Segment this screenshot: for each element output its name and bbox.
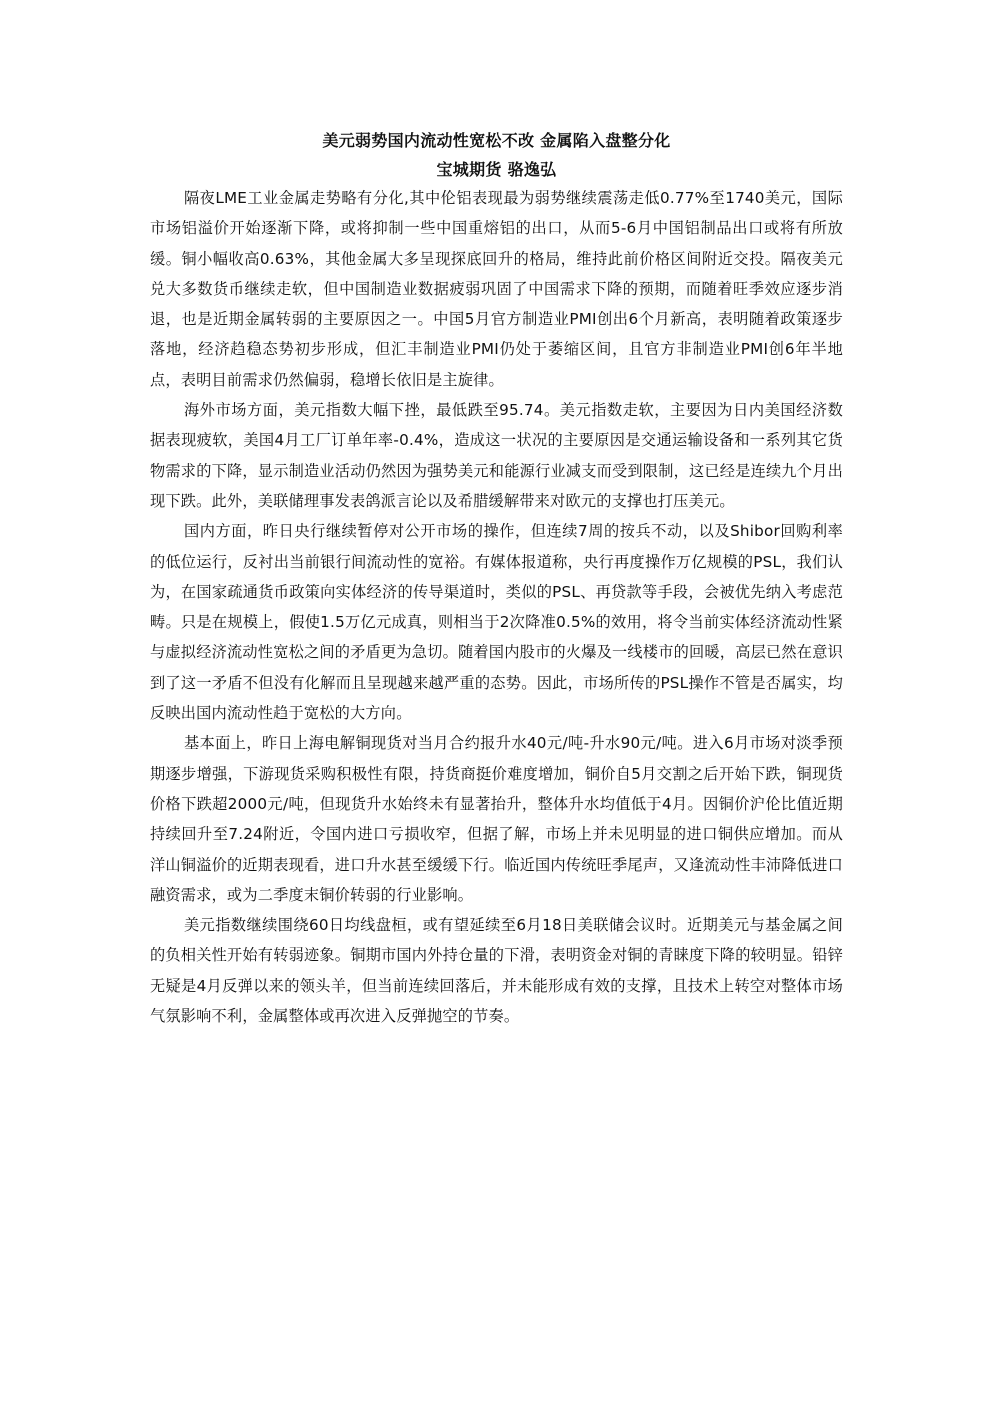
paragraph-3: 国内方面，昨日央行继续暂停对公开市场的操作，但连续7周的按兵不动，以及Shibor回购利率的低位运行，反衬出当前银行间流动性的宽裕。有媒体报道称，央行再度操作万亿规模的PSL，我们认为，在国家疏通货币政策向实体经济的传导渠道时，类似的PSL、再贷款等手段，会被优先纳入考虑范畴。只是在规模上，假使1.5万亿元成真，则相当于2次降准0.5%的效用，将令当前实体经济流动性紧与虚拟经济流动性宽松之间的矛盾更为急切。随着国内股市的火爆及一线楼市的回暖，高层已然在意识到了这一矛盾不但没有化解而且呈现越来越严重的态势。因此，市场所传的PSL操作不管是否属实，均反映出国内流动性趋于宽松的大方向。: [150, 522, 843, 723]
document-author: 宝城期货 骆逸弘: [436, 160, 557, 179]
document-title: 美元弱势国内流动性宽松不改 金属陷入盘整分化: [322, 131, 671, 150]
document-page: [150, 128, 843, 1031]
paragraph-4: 基本面上，昨日上海电解铜现货对当月合约报升水40元/吨-升水90元/吨。进入6月市场对淡季预期逐步增强，下游现货采购积极性有限，持货商挺价难度增加，铜价自5月交割之后开始下跌，铜现货价格下跌超2000元/吨，但现货升水始终未有显著抬升，整体升水均值低于4月。因铜价沪伦比值近期持续回升至7.24附近，令国内进口亏损收窄，但据了解，市场上并未见明显的进口铜供应增加。而从洋山铜溢价的近期表现看，进口升水甚至缓缓下行。临近国内传统旺季尾声，又逢流动性丰沛降低进口融资需求，或为二季度末铜价转弱的行业影响。: [150, 734, 843, 904]
paragraph-1: 隔夜LME工业金属走势略有分化,其中伦铝表现最为弱势继续震荡走低0.77%至1740美元，国际市场铝溢价开始逐渐下降，或将抑制一些中国重熔铝的出口，从而5-6月中国铝制品出口或将有所放缓。铜小幅收高0.63%，其他金属大多呈现探底回升的格局，维持此前价格区间附近交投。隔夜美元兑大多数货币继续走软，但中国制造业数据疲弱巩固了中国需求下降的预期，而随着旺季效应逐步消退，也是近期金属转弱的主要原因之一。中国5月官方制造业PMI创出6个月新高，表明随着政策逐步落地，经济趋稳态势初步形成，但汇丰制造业PMI仍处于萎缩区间，且官方非制造业PMI创6年半地点，表明目前需求仍然偏弱，稳增长依旧是主旋律。: [150, 189, 843, 389]
paragraph-5: 美元指数继续围绕60日均线盘桓，或有望延续至6月18日美联储会议时。近期美元与基金属之间的负相关性开始有转弱迹象。铜期市国内外持仓量的下滑，表明资金对铜的青睐度下降的较明显。铅锌无疑是4月反弹以来的领头羊，但当前连续回落后，并未能形成有效的支撑，且技术上转空对整体市场气氛影响不利，金属整体或再次进入反弹抛空的节奏。: [150, 916, 843, 1026]
paragraph-2: 海外市场方面，美元指数大幅下挫，最低跌至95.74。美元指数走软，主要因为日内美国经济数据表现疲软，美国4月工厂订单年率-0.4%，造成这一状况的主要原因是交通运输设备和一系列其它货物需求的下降，显示制造业活动仍然因为强势美元和能源行业减支而受到限制，这已经是连续九个月出现下跌。此外，美联储理事发表鸽派言论以及希腊缓解带来对欧元的支撑也打压美元。: [150, 401, 843, 510]
